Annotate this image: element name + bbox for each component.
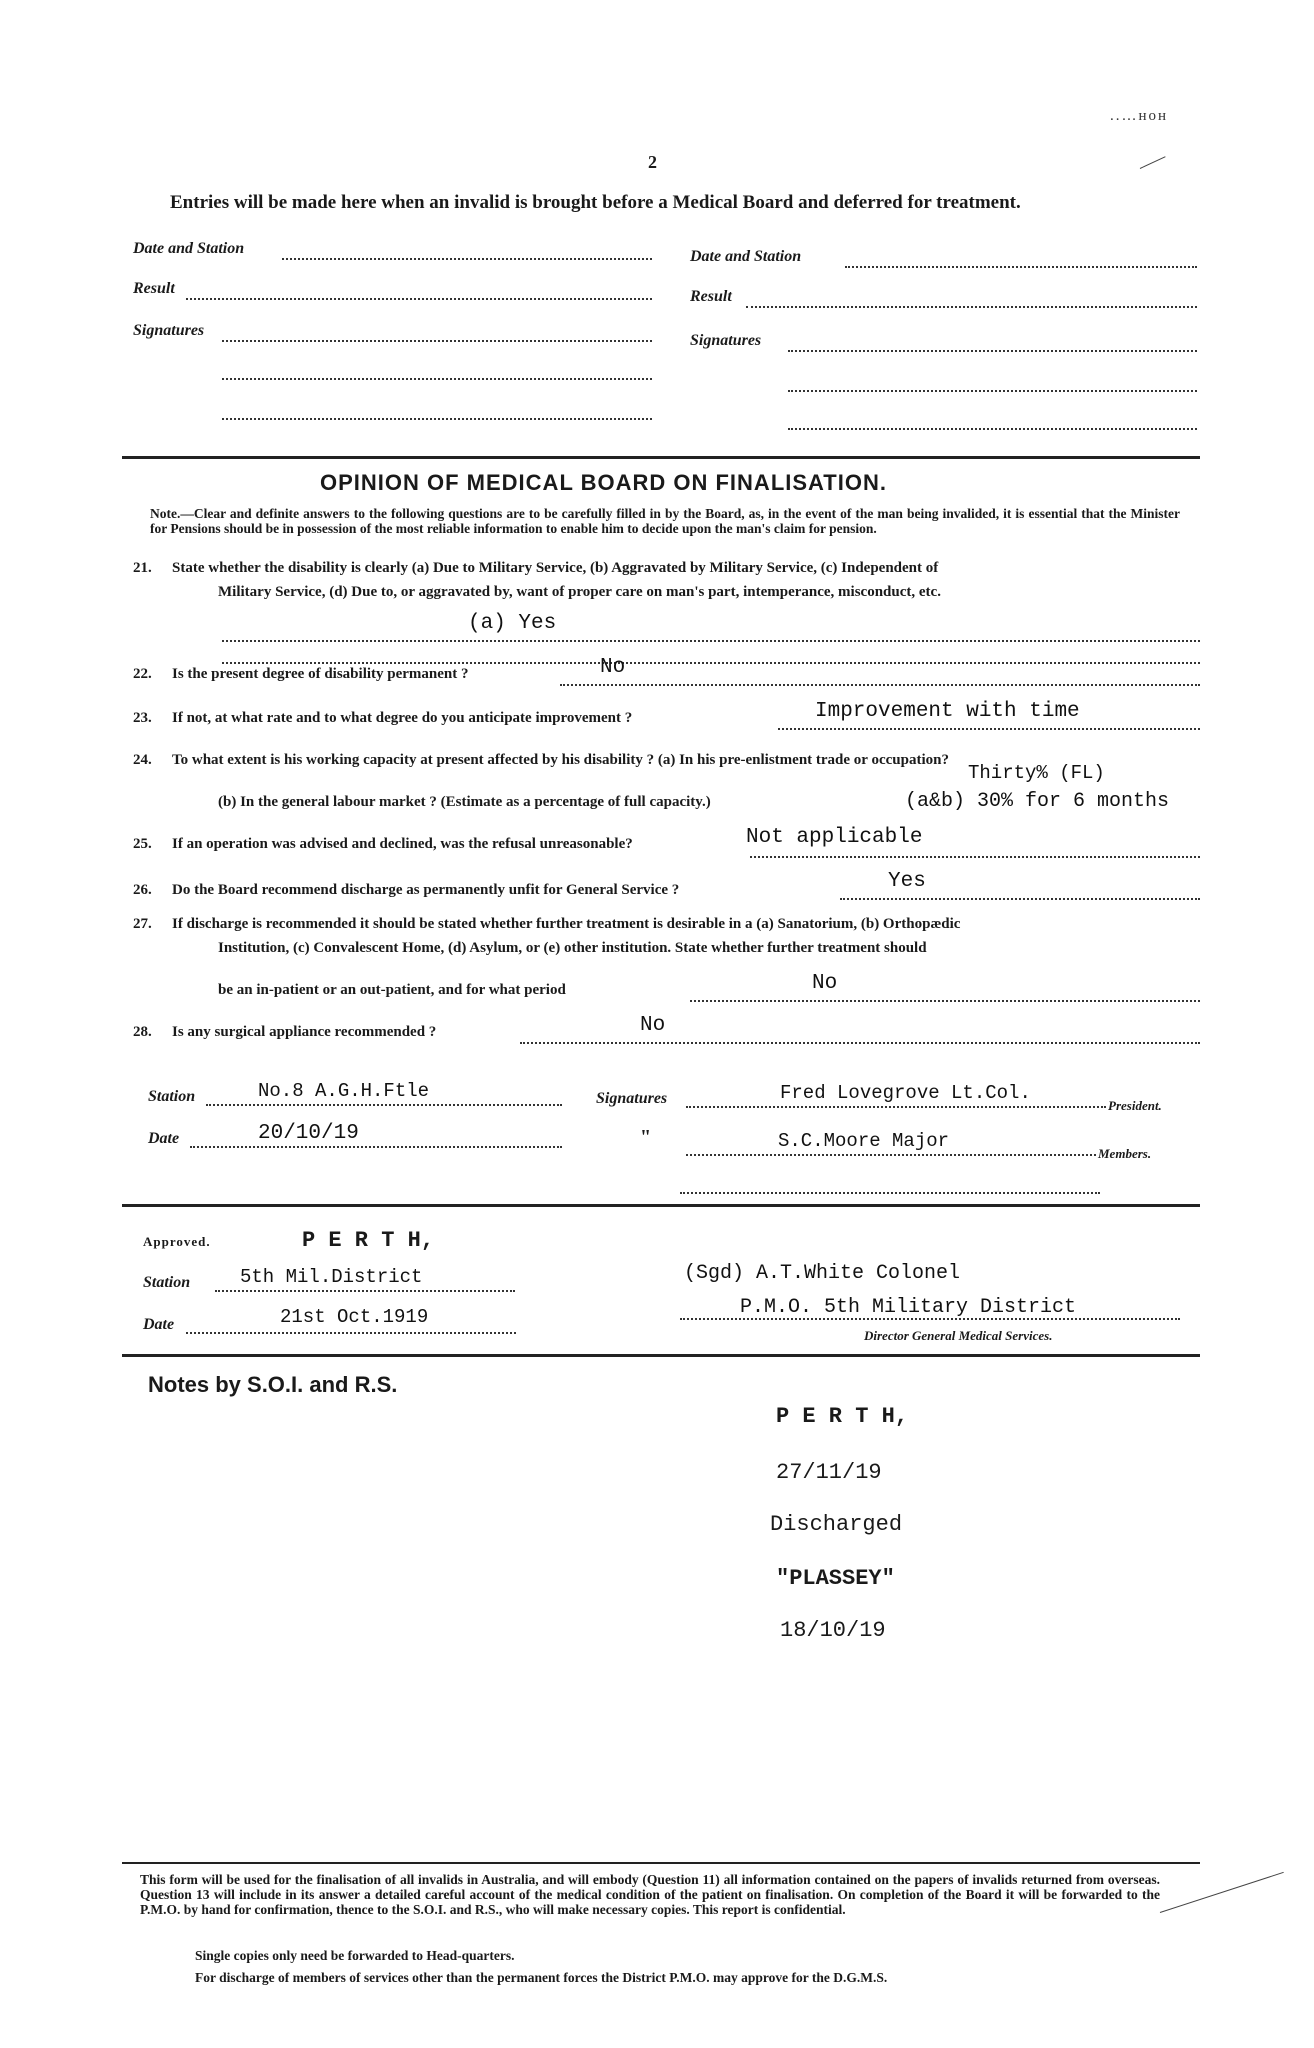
right-result-field[interactable] xyxy=(746,306,1197,308)
board-station-value: No.8 A.G.H.Ftle xyxy=(258,1080,430,1102)
right-date-station-label: Date and Station xyxy=(690,248,802,265)
q26-answer-line[interactable] xyxy=(840,898,1200,900)
deferred-heading: Entries will be made here when an invalid is brought before a Medical Board and deferred for treatment. xyxy=(170,192,1021,213)
approval-station-label: Station xyxy=(143,1274,191,1291)
page-number: 2 xyxy=(648,152,657,172)
q21-answer: (a) Yes xyxy=(468,612,557,635)
approval-date-line[interactable] xyxy=(186,1332,516,1334)
q22-answer: No xyxy=(600,656,626,679)
q27-answer-line[interactable] xyxy=(690,1000,1200,1002)
director-label: Director General Medical Services. xyxy=(864,1328,1053,1343)
left-signatures-label: Signatures xyxy=(133,322,205,339)
approval-city: P E R T H, xyxy=(302,1228,435,1253)
board-station-label: Station xyxy=(148,1088,196,1105)
left-date-station-field[interactable] xyxy=(282,258,652,260)
approval-station-line[interactable] xyxy=(215,1290,515,1292)
q25-text: If an operation was advised and declined, was the refusal unreasonable? xyxy=(172,836,633,852)
q24-answer-top: Thirty% (FL) xyxy=(968,762,1105,784)
notes-ship-date: 18/10/19 xyxy=(780,1618,886,1643)
board-station-line[interactable] xyxy=(206,1104,562,1106)
q26-answer: Yes xyxy=(888,870,926,893)
left-result-field[interactable] xyxy=(186,298,652,300)
approval-signed-by: (Sgd) A.T.White Colonel xyxy=(684,1262,961,1285)
q22-number: 22. xyxy=(133,666,152,682)
footer-line-2: Single copies only need be forwarded to Head-quarters. xyxy=(195,1948,515,1963)
q22-text: Is the present degree of disability permanent ? xyxy=(172,666,469,682)
margin-pen-stroke xyxy=(1160,1872,1284,1913)
board-signatures-label: Signatures xyxy=(596,1090,668,1107)
board-date-label: Date xyxy=(148,1130,180,1147)
footer-paragraph: This form will be used for the finalisation of all invalids in Australia, and will embody (Question 11) all information contained on the papers of invalids returned from overseas. Question 13 will include in its answer a detailed careful account of the medical condition of the patient on finalisation. On completion of the Board it will be forwarded to the P.M.O. by hand for confirmation, thence to the S.O.I. and R.S., who will make necessary copies. This report is confidential. xyxy=(140,1872,1160,1917)
president-signature: Fred Lovegrove Lt.Col. xyxy=(780,1082,1031,1104)
right-date-station-field[interactable] xyxy=(845,266,1197,268)
q28-number: 28. xyxy=(133,1024,152,1040)
divider-lower xyxy=(122,1354,1200,1357)
q27-line2: Institution, (c) Convalescent Home, (d) Asylum, or (e) other institution. State whether further treatment should xyxy=(218,940,927,956)
right-signature-field-3[interactable] xyxy=(788,428,1197,430)
q23-number: 23. xyxy=(133,710,152,726)
opinion-title: OPINION OF MEDICAL BOARD ON FINALISATION. xyxy=(320,470,887,495)
members-label: Members. xyxy=(1098,1146,1152,1161)
left-signature-field-3[interactable] xyxy=(222,418,652,420)
notes-heading: Notes by S.O.I. and R.S. xyxy=(148,1372,398,1397)
q21-number: 21. xyxy=(133,560,152,576)
president-label: President. xyxy=(1108,1098,1162,1113)
approval-office: P.M.O. 5th Military District xyxy=(740,1296,1077,1319)
q25-number: 25. xyxy=(133,836,152,852)
q21-line2: Military Service, (d) Due to, or aggravated by, want of proper care on man's part, intemperance, misconduct, etc. xyxy=(218,584,941,600)
divider-footer xyxy=(122,1862,1200,1864)
member-line[interactable] xyxy=(686,1154,1096,1156)
divider-middle xyxy=(122,1204,1200,1207)
approval-station-value: 5th Mil.District xyxy=(240,1266,423,1288)
q24-answer: (a&b) 30% for 6 months xyxy=(905,790,1170,813)
q27-answer: No xyxy=(812,972,838,995)
q27-number: 27. xyxy=(133,916,152,932)
notes-ship: "PLASSEY" xyxy=(776,1566,895,1591)
notes-status: Discharged xyxy=(770,1512,903,1537)
notes-date: 27/11/19 xyxy=(776,1460,882,1485)
divider-top xyxy=(122,456,1200,459)
q28-text: Is any surgical appliance recommended ? xyxy=(172,1024,437,1040)
q23-answer-line[interactable] xyxy=(778,728,1200,730)
member-signature: S.C.Moore Major xyxy=(778,1130,950,1152)
q28-answer-line[interactable] xyxy=(520,1042,1200,1044)
footer-line-3: For discharge of members of services other than the permanent forces the District P.M.O. may approve for the D.G.M.S. xyxy=(195,1970,888,1985)
left-signature-field-1[interactable] xyxy=(222,340,652,342)
q21-answer-line-2[interactable] xyxy=(222,662,1200,664)
q21-line1: State whether the disability is clearly (a) Due to Military Service, (b) Aggravated by Military Service, (c) Independent of xyxy=(172,560,939,576)
approval-date-label: Date xyxy=(143,1316,175,1333)
q23-answer: Improvement with time xyxy=(815,700,1080,723)
opinion-note: Note.—Clear and definite answers to the following questions are to be carefully filled in by the Board, as, in the event of the man being invalided, it is essential that the Minister for Pensions should be in possession of the most reliable information to enable him to decide upon the man's claim for pension. xyxy=(150,506,1180,536)
q26-number: 26. xyxy=(133,882,152,898)
right-signature-field-2[interactable] xyxy=(788,390,1197,392)
q25-answer: Not applicable xyxy=(746,826,923,849)
q26-text: Do the Board recommend discharge as permanently unfit for General Service ? xyxy=(172,882,680,898)
q25-answer-line[interactable] xyxy=(750,856,1200,858)
left-date-station-label: Date and Station xyxy=(133,240,245,257)
approval-date-value: 21st Oct.1919 xyxy=(280,1306,429,1328)
president-line[interactable] xyxy=(686,1106,1106,1108)
q27-line3: be an in-patient or an out-patient, and for what period xyxy=(218,982,566,998)
notes-city: P E R T H, xyxy=(776,1404,909,1429)
q21-answer-line-1[interactable] xyxy=(222,640,1200,642)
q24-line2: (b) In the general labour market ? (Estimate as a percentage of full capacity.) xyxy=(218,794,711,810)
q28-answer: No xyxy=(640,1014,666,1037)
board-date-line[interactable] xyxy=(190,1146,562,1148)
pen-mark xyxy=(1140,156,1166,169)
q27-line1: If discharge is recommended it should be stated whether further treatment is desirable in a (a) Sanatorium, (b) Orthopædic xyxy=(172,916,961,932)
approval-office-line[interactable] xyxy=(680,1318,1180,1320)
q24-line1: To what extent is his working capacity at present affected by his disability ? (a) In his pre-enlistment trade or occupation? xyxy=(172,752,949,768)
q23-text: If not, at what rate and to what degree do you anticipate improvement ? xyxy=(172,710,633,726)
left-result-label: Result xyxy=(133,280,175,297)
right-result-label: Result xyxy=(690,288,732,305)
approved-label: Approved. xyxy=(143,1234,211,1249)
member-line-2[interactable] xyxy=(680,1192,1100,1194)
ditto-mark: " xyxy=(640,1126,652,1148)
right-signature-field-1[interactable] xyxy=(788,350,1197,352)
q24-number: 24. xyxy=(133,752,152,768)
board-date-value: 20/10/19 xyxy=(258,1122,359,1145)
corner-mark: ..…нон xyxy=(1110,108,1169,124)
left-signature-field-2[interactable] xyxy=(222,378,652,380)
q22-answer-line[interactable] xyxy=(560,684,1200,686)
right-signatures-label: Signatures xyxy=(690,332,762,349)
